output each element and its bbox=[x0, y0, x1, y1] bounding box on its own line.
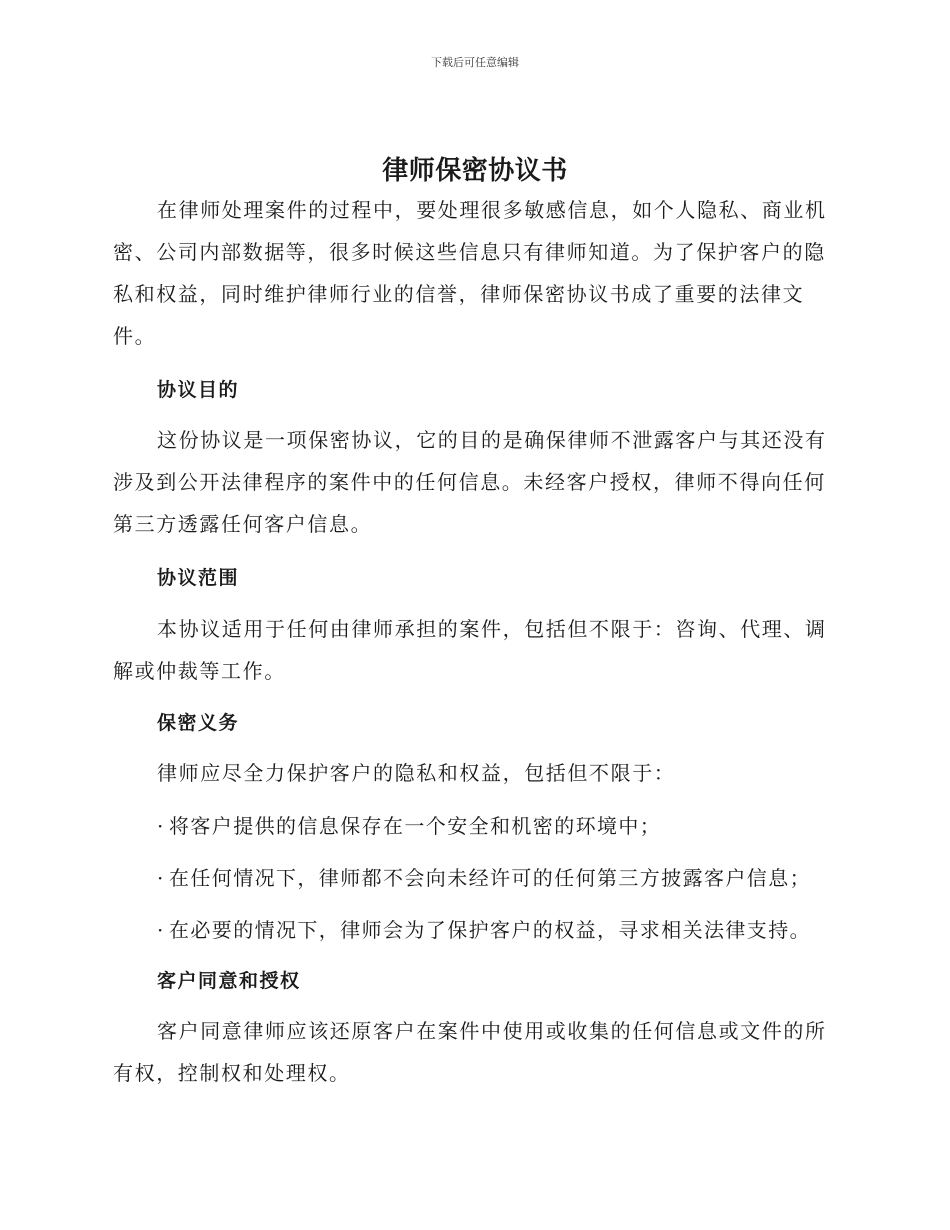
section-text-scope: 本协议适用于任何由律师承担的案件，包括但不限于：咨询、代理、调解或仲裁等工作。 bbox=[113, 617, 827, 683]
section-heading-purpose: 协议目的 bbox=[157, 379, 240, 401]
document-title: 律师保密协议书 bbox=[382, 156, 568, 186]
bullet-icon: · bbox=[157, 918, 165, 942]
intro-paragraph: 在律师处理案件的过程中，要处理很多敏感信息，如个人隐私、商业机密、公司内部数据等，很多时候这些信息只有律师知道。为了保护客户的隐私和权益，同时维护律师行业的信誉，律师保密协议书成了重要的法律文件。 bbox=[113, 198, 827, 348]
section-heading-consent: 客户同意和授权 bbox=[157, 970, 301, 992]
bullet-icon: · bbox=[157, 814, 165, 838]
list-item bbox=[157, 915, 847, 945]
section-text-consent: 客户同意律师应该还原客户在案件中使用或收集的任何信息或文件的所有权，控制权和处理权。 bbox=[113, 1019, 827, 1085]
section-heading-duty: 保密义务 bbox=[157, 712, 240, 734]
list-item bbox=[157, 811, 847, 841]
section-heading-scope: 协议范围 bbox=[157, 567, 240, 589]
list-item-text: 将客户提供的信息保存在一个安全和机密的环境中； bbox=[169, 814, 662, 838]
section-text-duty: 律师应尽全力保护客户的隐私和权益，包括但不限于： bbox=[157, 761, 676, 785]
header-note: 下载后可任意编辑 bbox=[431, 56, 519, 69]
list-item-text: 在任何情况下，律师都不会向未经许可的任何第三方披露客户信息； bbox=[169, 866, 811, 890]
list-item-text: 在必要的情况下，律师会为了保护客户的权益，寻求相关法律支持。 bbox=[169, 918, 811, 942]
section-text-purpose: 这份协议是一项保密协议，它的目的是确保律师不泄露客户与其还没有涉及到公开法律程序的案件中的任何信息。未经客户授权，律师不得向任何第三方透露任何客户信息。 bbox=[113, 428, 827, 536]
bullet-icon: · bbox=[157, 866, 165, 890]
list-item bbox=[157, 863, 847, 893]
